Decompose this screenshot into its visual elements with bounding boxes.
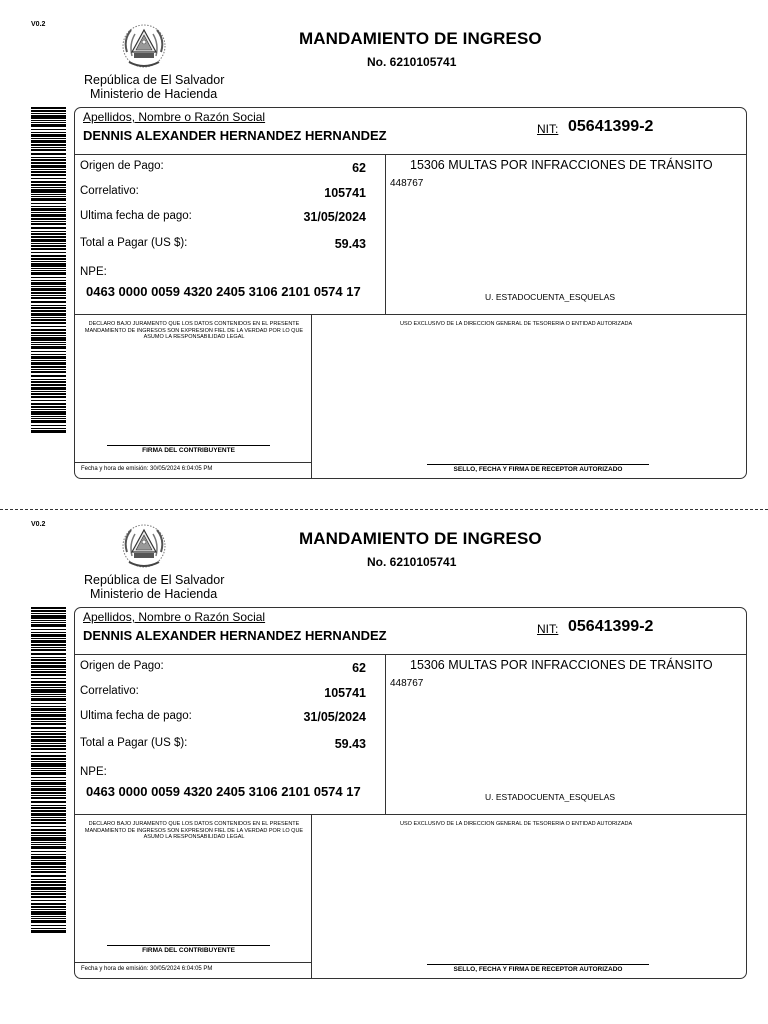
taxpayer-signature-label: FIRMA DEL CONTRIBUYENTE — [142, 447, 235, 454]
issue-date: Fecha y hora de emisión: 30/05/2024 6:04:05 PM — [81, 966, 213, 972]
concept-description: 15306 MULTAS POR INFRACCIONES DE TRÁNSITO — [410, 658, 713, 672]
taxpayer-label: Apellidos, Nombre o Razón Social — [83, 610, 266, 624]
declaration-text: DECLARO BAJO JURAMENTO QUE LOS DATOS CONTENIDOS EN EL PRESENTE MANDAMIENTO DE INGRESOS SON EXPRESION FIEL DE LA VERDAD POR LO QUE ASUMO LA RESPONSABILIDAD LEGAL — [84, 821, 304, 840]
concept-description: 15306 MULTAS POR INFRACCIONES DE TRÁNSITO — [410, 158, 713, 172]
taxpayer-name: DENNIS ALEXANDER HERNANDEZ HERNANDEZ — [83, 628, 387, 643]
receipt-copy-2 — [0, 500, 768, 1000]
official-use-text: USO EXCLUSIVO DE LA DIRECCION GENERAL DE TESORERIA O ENTIDAD AUTORIZADA — [400, 321, 633, 327]
taxpayer-label: Apellidos, Nombre o Razón Social — [83, 110, 266, 124]
origin-value: 62 — [352, 661, 366, 675]
correlative-value: 105741 — [324, 686, 366, 700]
coat-of-arms-icon — [117, 522, 171, 572]
unit-label: U. ESTADOCUENTA_ESQUELAS — [485, 292, 616, 302]
declaration-text: DECLARO BAJO JURAMENTO QUE LOS DATOS CONTENIDOS EN EL PRESENTE MANDAMIENTO DE INGRESOS SON EXPRESION FIEL DE LA VERDAD POR LO QUE ASUMO LA RESPONSABILIDAD LEGAL — [84, 321, 304, 340]
taxpayer-name: DENNIS ALEXANDER HERNANDEZ HERNANDEZ — [83, 128, 387, 143]
origin-value: 62 — [352, 161, 366, 175]
receipt-copy-1 — [0, 0, 768, 500]
document-number: No. 6210105741 — [367, 55, 457, 69]
origin-label: Origen de Pago: — [80, 660, 164, 672]
concept-reference: 448767 — [390, 678, 424, 689]
total-value: 59.43 — [334, 237, 366, 251]
version-label: V0.2 — [31, 521, 46, 528]
barcode-icon — [31, 107, 66, 433]
due-date-value: 31/05/2024 — [303, 710, 366, 724]
coat-of-arms-icon — [117, 22, 171, 72]
receiver-signature-label: SELLO, FECHA Y FIRMA DE RECEPTOR AUTORIZADO — [453, 466, 623, 473]
document-title: MANDAMIENTO DE INGRESO — [299, 529, 542, 548]
issuer-ministry: Ministerio de Hacienda — [90, 87, 218, 101]
npe-value: 0463 0000 0059 4320 2405 3106 2101 0574 17 — [86, 784, 361, 799]
issuer-ministry: Ministerio de Hacienda — [90, 587, 218, 601]
concept-reference: 448767 — [390, 178, 424, 189]
correlative-label: Correlativo: — [80, 185, 139, 197]
barcode-icon — [31, 607, 66, 933]
npe-value: 0463 0000 0059 4320 2405 3106 2101 0574 17 — [86, 284, 361, 299]
origin-label: Origen de Pago: — [80, 160, 164, 172]
issuer-country: República de El Salvador — [84, 73, 225, 87]
receiver-signature-label: SELLO, FECHA Y FIRMA DE RECEPTOR AUTORIZADO — [453, 966, 623, 973]
npe-label: NPE: — [80, 766, 107, 778]
document-title: MANDAMIENTO DE INGRESO — [299, 29, 542, 48]
version-label: V0.2 — [31, 21, 46, 28]
form-box — [74, 607, 747, 979]
nit-value: 05641399-2 — [568, 618, 654, 635]
due-date-label: Ultima fecha de pago: — [80, 710, 192, 722]
issuer-country: República de El Salvador — [84, 573, 225, 587]
correlative-value: 105741 — [324, 186, 366, 200]
nit-value: 05641399-2 — [568, 118, 654, 135]
total-value: 59.43 — [334, 737, 366, 751]
npe-label: NPE: — [80, 266, 107, 278]
due-date-value: 31/05/2024 — [303, 210, 366, 224]
due-date-label: Ultima fecha de pago: — [80, 210, 192, 222]
nit-label: NIT: — [537, 622, 559, 636]
official-use-text: USO EXCLUSIVO DE LA DIRECCION GENERAL DE TESORERIA O ENTIDAD AUTORIZADA — [400, 821, 633, 827]
unit-label: U. ESTADOCUENTA_ESQUELAS — [485, 792, 616, 802]
document-number: No. 6210105741 — [367, 555, 457, 569]
nit-label: NIT: — [537, 122, 559, 136]
issuer-block — [84, 73, 224, 101]
total-label: Total a Pagar (US $): — [80, 737, 188, 749]
taxpayer-signature-label: FIRMA DEL CONTRIBUYENTE — [142, 947, 235, 954]
form-box — [74, 107, 747, 479]
total-label: Total a Pagar (US $): — [80, 237, 188, 249]
correlative-label: Correlativo: — [80, 685, 139, 697]
issue-date: Fecha y hora de emisión: 30/05/2024 6:04:05 PM — [81, 466, 213, 472]
issuer-block — [84, 573, 224, 601]
